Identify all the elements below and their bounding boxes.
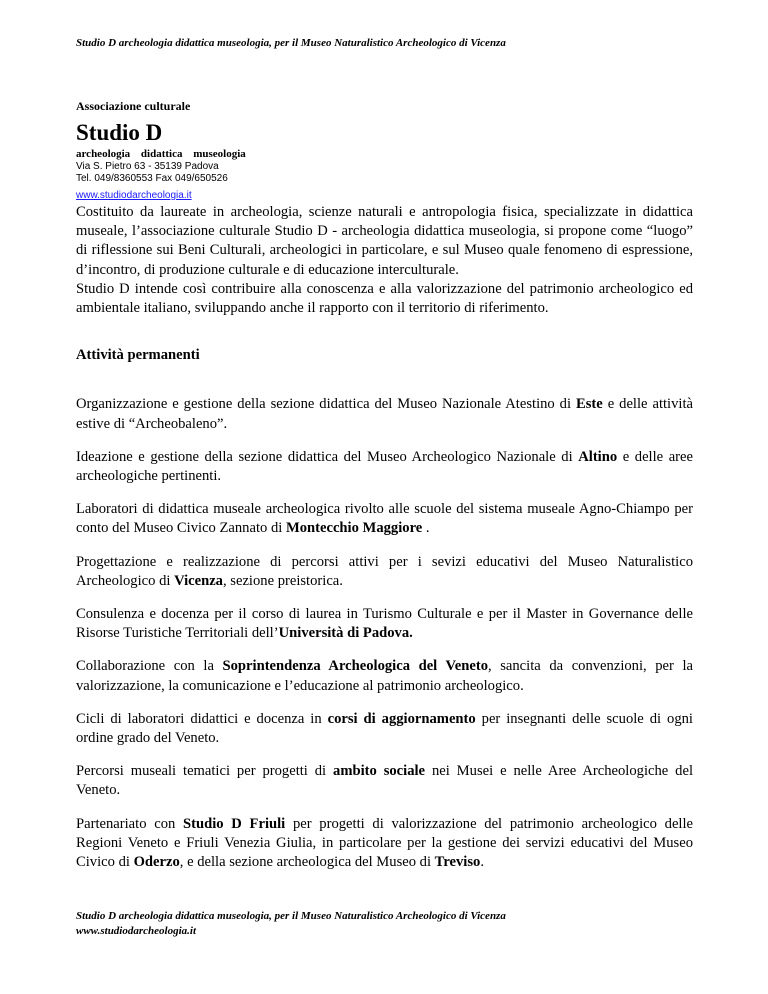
running-header: Studio D archeologia didattica museologia, per il Museo Naturalistico Archeologico di Vicenza xyxy=(76,37,506,49)
footer-title: Studio D archeologia didattica museologia, per il Museo Naturalistico Archeologico di Vicenza xyxy=(76,910,506,922)
intro-paragraph: Costituito da laureate in archeologia, scienze naturali e antropologia fisica, specializzate in didattica museale, l’associazione culturale Studio D - archeologia didattica museologia, si propone come “luogo” di riflessione sui Beni Culturali, archeologici in particolare, e sul Museo quale fenomeno di espressione, d’incontro, di produzione culturale e di educazione interculturale. xyxy=(76,204,693,278)
intro-paragraph: Studio D intende così contribuire alla conoscenza e alla valorizzazione del patrimonio archeologico ed ambientale italiano, sviluppando anche il rapporto con il territorio di riferimento. xyxy=(76,280,693,317)
org-block xyxy=(76,99,246,203)
activity-item: Progettazione e realizzazione di percorsi attivi per i sevizi educativi del Museo Naturalistico Archeologico di Vicenza, sezione preistorica. xyxy=(76,553,693,589)
activity-item: Ideazione e gestione della sezione didattica del Museo Archeologico Nazionale di Altino e delle aree archeologiche pertinenti. xyxy=(76,448,693,485)
org-name: Studio D xyxy=(76,120,163,145)
activity-item: Cicli di laboratori didattici e docenza in corsi di aggiornamento per insegnanti delle scuole di ogni ordine grado del Veneto. xyxy=(76,710,693,747)
section-title: Attività permanenti xyxy=(76,347,200,364)
activity-item: Partenariato con Studio D Friuli per progetti di valorizzazione del patrimonio archeologico delle Regioni Veneto e Friuli Venezia Giulia, in particolare per la gestione dei servizi educativi del Museo Civico di Oderzo, e della sezione archeologica del Museo di Treviso. xyxy=(76,815,694,871)
page-footer xyxy=(76,909,506,939)
org-subtitle: archeologia didattica museologia xyxy=(76,148,246,160)
activity-item: Laboratori di didattica museale archeologica rivolto alle scuole del sistema museale Agno-Chiampo per conto del Museo Civico Zannato di Montecchio Maggiore . xyxy=(76,501,693,537)
activity-item: Organizzazione e gestione della sezione didattica del Museo Nazionale Atestino di Este e delle attività estive di “Archeobaleno”. xyxy=(76,396,693,432)
website-link[interactable]: www.studiodarcheologia.it xyxy=(76,190,192,201)
main-content xyxy=(76,203,693,872)
activity-item: Percorsi museali tematici per progetti di ambito sociale nei Musei e nelle Aree Archeologiche del Veneto. xyxy=(76,763,693,799)
intro xyxy=(76,203,693,318)
org-phone: Tel. 049/8360553 Fax 049/650526 xyxy=(76,173,228,184)
activity-item: Collaborazione con la Soprintendenza Archeologica del Veneto, sancita da convenzioni, per la valorizzazione, la comunicazione e l’educazione al patrimonio archeologico. xyxy=(76,658,694,694)
org-address: Via S. Pietro 63 - 35139 Padova xyxy=(76,161,219,172)
footer-website: www.studiodarcheologia.it xyxy=(76,925,197,937)
activity-item: Consulenza e docenza per il corso di laurea in Turismo Culturale e per il Master in Governance delle Risorse Turistiche Territoriali dell’Università di Padova. xyxy=(76,606,693,642)
org-kicker: Associazione culturale xyxy=(76,99,191,113)
